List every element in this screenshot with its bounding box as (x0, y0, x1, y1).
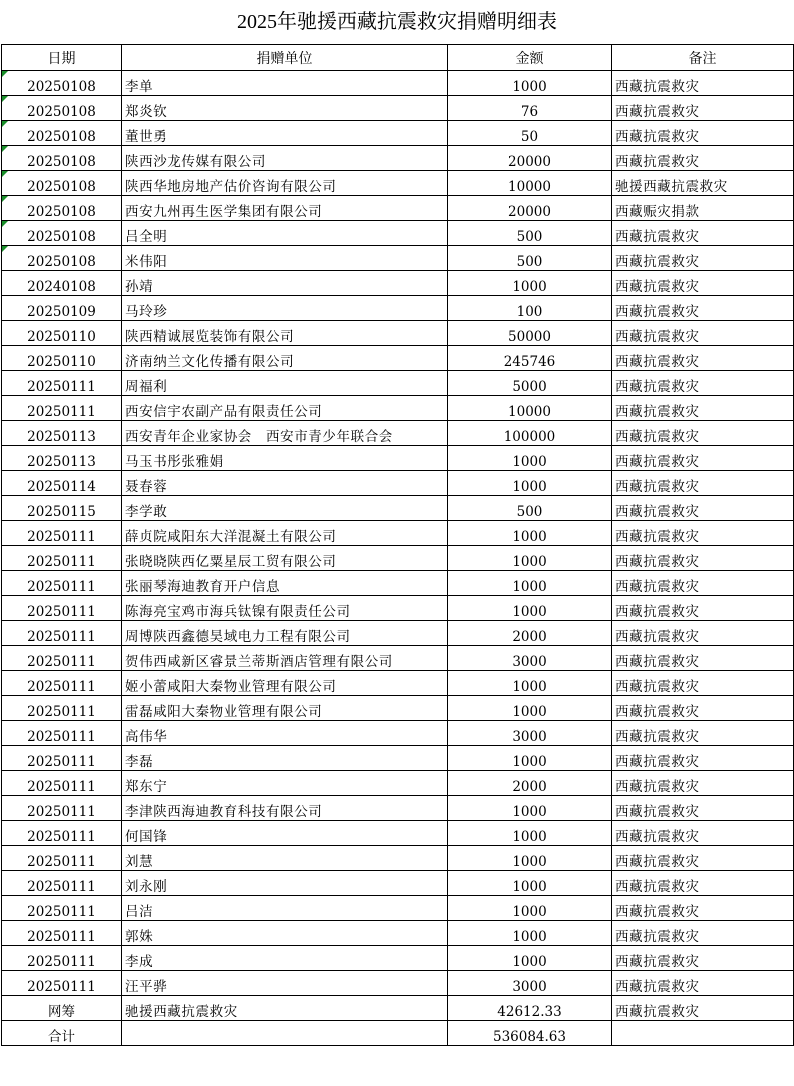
total-note-cell[interactable] (612, 1021, 794, 1046)
date-cell[interactable]: 20250111 (2, 671, 122, 696)
amount-cell[interactable]: 2000 (448, 771, 612, 796)
table-row (2, 746, 794, 771)
table-row (2, 96, 794, 121)
donor-cell[interactable]: 何国锋 (122, 821, 448, 846)
donation-table (1, 44, 794, 1046)
donor-cell[interactable]: 姬小蕾咸阳大秦物业管理有限公司 (122, 671, 448, 696)
note-cell[interactable]: 西藏抗震救灾 (612, 746, 794, 771)
note-cell[interactable]: 西藏抗震救灾 (612, 971, 794, 996)
header-date[interactable]: 日期 (2, 45, 122, 71)
date-cell[interactable]: 20250113 (2, 421, 122, 446)
amount-cell[interactable]: 1000 (448, 546, 612, 571)
donor-cell[interactable]: 吕全明 (122, 221, 448, 246)
donor-cell[interactable]: 高伟华 (122, 721, 448, 746)
header-donor[interactable]: 捐赠单位 (122, 45, 448, 71)
amount-cell[interactable]: 20000 (448, 146, 612, 171)
donor-cell[interactable]: 李成 (122, 946, 448, 971)
donor-cell[interactable]: 陈海亮宝鸡市海兵钛镍有限责任公司 (122, 596, 448, 621)
note-cell[interactable]: 西藏抗震救灾 (612, 121, 794, 146)
donor-cell[interactable]: 陕西华地房地产估价咨询有限公司 (122, 171, 448, 196)
amount-cell[interactable]: 1000 (448, 946, 612, 971)
amount-cell[interactable]: 1000 (448, 571, 612, 596)
amount-cell[interactable]: 1000 (448, 796, 612, 821)
table-row (2, 946, 794, 971)
date-cell[interactable]: 网筹 (2, 996, 122, 1021)
date-cell[interactable]: 20250108 (2, 246, 122, 271)
donor-cell[interactable]: 马玉书彤张雅娟 (122, 446, 448, 471)
sheet-title: 2025年驰援西藏抗震救灾捐赠明细表 (237, 11, 557, 33)
table-row (2, 346, 794, 371)
donor-cell[interactable]: 马玲珍 (122, 296, 448, 321)
table-row (2, 71, 794, 96)
date-cell[interactable]: 20250108 (2, 96, 122, 121)
donor-cell[interactable]: 济南纳兰文化传播有限公司 (122, 346, 448, 371)
donor-cell[interactable]: 西安信宇农副产品有限责任公司 (122, 396, 448, 421)
table-row (2, 221, 794, 246)
donor-cell[interactable]: 董世勇 (122, 121, 448, 146)
table-row (2, 196, 794, 221)
table-row (2, 546, 794, 571)
amount-cell[interactable]: 1000 (448, 846, 612, 871)
note-cell[interactable]: 西藏抗震救灾 (612, 921, 794, 946)
amount-cell[interactable]: 5000 (448, 371, 612, 396)
donor-cell[interactable]: 陕西沙龙传媒有限公司 (122, 146, 448, 171)
donor-cell[interactable]: 汪平骅 (122, 971, 448, 996)
note-cell[interactable]: 西藏抗震救灾 (612, 771, 794, 796)
date-cell[interactable]: 20250111 (2, 821, 122, 846)
donor-cell[interactable]: 驰援西藏抗震救灾 (122, 996, 448, 1021)
amount-cell[interactable]: 1000 (448, 696, 612, 721)
amount-cell[interactable]: 1000 (448, 446, 612, 471)
date-cell[interactable]: 20250114 (2, 471, 122, 496)
table-row (2, 921, 794, 946)
amount-cell[interactable]: 100 (448, 296, 612, 321)
date-cell[interactable]: 20250111 (2, 796, 122, 821)
note-cell[interactable]: 西藏抗震救灾 (612, 271, 794, 296)
donor-cell[interactable]: 孙靖 (122, 271, 448, 296)
amount-cell[interactable]: 100000 (448, 421, 612, 446)
donor-cell[interactable]: 薛贞院咸阳东大洋混凝土有限公司 (122, 521, 448, 546)
table-row (2, 246, 794, 271)
header-row (2, 45, 794, 71)
table-row (2, 121, 794, 146)
amount-cell[interactable]: 1000 (448, 521, 612, 546)
table-body (2, 71, 794, 1046)
note-cell[interactable]: 西藏抗震救灾 (612, 96, 794, 121)
donor-cell[interactable]: 张晓晓陕西亿粟星辰工贸有限公司 (122, 546, 448, 571)
date-cell[interactable]: 20250111 (2, 621, 122, 646)
amount-cell[interactable]: 76 (448, 96, 612, 121)
table-row (2, 696, 794, 721)
note-cell[interactable]: 西藏抗震救灾 (612, 821, 794, 846)
table-row (2, 446, 794, 471)
donor-cell[interactable]: 陕西精诚展览装饰有限公司 (122, 321, 448, 346)
note-cell[interactable]: 西藏抗震救灾 (612, 321, 794, 346)
date-cell[interactable]: 20250111 (2, 921, 122, 946)
table-row (2, 821, 794, 846)
table-row (2, 671, 794, 696)
table-row (2, 896, 794, 921)
amount-cell[interactable]: 500 (448, 221, 612, 246)
date-cell[interactable]: 20250108 (2, 171, 122, 196)
date-cell[interactable]: 20250111 (2, 971, 122, 996)
note-cell[interactable]: 西藏抗震救灾 (612, 621, 794, 646)
header-amount[interactable]: 金额 (448, 45, 612, 71)
date-cell[interactable]: 20250108 (2, 121, 122, 146)
donor-cell[interactable]: 李学敢 (122, 496, 448, 521)
amount-cell[interactable]: 10000 (448, 396, 612, 421)
donor-cell[interactable]: 西安青年企业家协会 西安市青少年联合会 (122, 421, 448, 446)
note-cell[interactable]: 西藏抗震救灾 (612, 296, 794, 321)
table-row (2, 521, 794, 546)
table-row (2, 646, 794, 671)
amount-cell[interactable]: 50000 (448, 321, 612, 346)
date-cell[interactable]: 20250110 (2, 346, 122, 371)
note-cell[interactable]: 西藏抗震救灾 (612, 471, 794, 496)
total-amount-cell[interactable]: 536084.63 (448, 1021, 612, 1046)
note-cell[interactable]: 西藏抗震救灾 (612, 371, 794, 396)
date-cell[interactable]: 20250111 (2, 696, 122, 721)
amount-cell[interactable]: 500 (448, 246, 612, 271)
table-row (2, 321, 794, 346)
date-cell[interactable]: 20240108 (2, 271, 122, 296)
amount-cell[interactable]: 1000 (448, 871, 612, 896)
amount-cell[interactable]: 1000 (448, 671, 612, 696)
table-row (2, 621, 794, 646)
note-cell[interactable]: 西藏抗震救灾 (612, 871, 794, 896)
date-cell[interactable]: 20250111 (2, 646, 122, 671)
table-row (2, 371, 794, 396)
date-cell[interactable]: 20250109 (2, 296, 122, 321)
donor-cell[interactable]: 聂春蓉 (122, 471, 448, 496)
table-row (2, 271, 794, 296)
amount-cell[interactable]: 245746 (448, 346, 612, 371)
donor-cell[interactable]: 刘慧 (122, 846, 448, 871)
note-cell[interactable]: 西藏抗震救灾 (612, 71, 794, 96)
donor-cell[interactable]: 郭姝 (122, 921, 448, 946)
table-row (2, 171, 794, 196)
amount-cell[interactable]: 1000 (448, 471, 612, 496)
table-row (2, 971, 794, 996)
table-row (2, 871, 794, 896)
note-cell[interactable]: 西藏抗震救灾 (612, 946, 794, 971)
amount-cell[interactable]: 1000 (448, 596, 612, 621)
donor-cell[interactable]: 郑东宁 (122, 771, 448, 796)
donor-cell[interactable]: 刘永刚 (122, 871, 448, 896)
note-cell[interactable]: 西藏抗震救灾 (612, 796, 794, 821)
note-cell[interactable]: 西藏抗震救灾 (612, 846, 794, 871)
date-cell[interactable]: 20250111 (2, 596, 122, 621)
date-cell[interactable]: 20250115 (2, 496, 122, 521)
note-cell[interactable]: 西藏抗震救灾 (612, 446, 794, 471)
note-cell[interactable]: 西藏抗震救灾 (612, 521, 794, 546)
table-row (2, 496, 794, 521)
date-cell[interactable]: 20250111 (2, 871, 122, 896)
amount-cell[interactable]: 500 (448, 496, 612, 521)
table-row (2, 721, 794, 746)
donor-cell[interactable]: 李单 (122, 71, 448, 96)
note-cell[interactable]: 西藏抗震救灾 (612, 896, 794, 921)
amount-cell[interactable]: 3000 (448, 971, 612, 996)
donor-cell[interactable]: 周福利 (122, 371, 448, 396)
donor-cell[interactable]: 周博陕西鑫德昊域电力工程有限公司 (122, 621, 448, 646)
amount-cell[interactable]: 20000 (448, 196, 612, 221)
table-row (2, 396, 794, 421)
amount-cell[interactable]: 1000 (448, 271, 612, 296)
date-cell[interactable]: 20250111 (2, 571, 122, 596)
date-cell[interactable]: 20250108 (2, 196, 122, 221)
note-cell[interactable]: 西藏赈灾捐款 (612, 196, 794, 221)
note-cell[interactable]: 西藏抗震救灾 (612, 696, 794, 721)
note-cell[interactable]: 西藏抗震救灾 (612, 346, 794, 371)
note-cell[interactable]: 西藏抗震救灾 (612, 146, 794, 171)
note-cell[interactable]: 西藏抗震救灾 (612, 671, 794, 696)
date-cell[interactable]: 20250108 (2, 221, 122, 246)
donor-cell[interactable]: 张丽琴海迪教育开户信息 (122, 571, 448, 596)
donor-cell[interactable]: 雷磊咸阳大秦物业管理有限公司 (122, 696, 448, 721)
note-cell[interactable]: 西藏抗震救灾 (612, 996, 794, 1021)
note-cell[interactable]: 西藏抗震救灾 (612, 221, 794, 246)
amount-cell[interactable]: 3000 (448, 721, 612, 746)
donor-cell[interactable]: 米伟阳 (122, 246, 448, 271)
note-cell[interactable]: 西藏抗震救灾 (612, 571, 794, 596)
amount-cell[interactable]: 1000 (448, 821, 612, 846)
table-row (2, 796, 794, 821)
amount-cell[interactable]: 2000 (448, 621, 612, 646)
donor-cell[interactable]: 贺伟西咸新区睿景兰蒂斯酒店管理有限公司 (122, 646, 448, 671)
date-cell[interactable]: 20250108 (2, 146, 122, 171)
note-cell[interactable]: 西藏抗震救灾 (612, 596, 794, 621)
note-cell[interactable]: 西藏抗震救灾 (612, 646, 794, 671)
donor-cell[interactable]: 李津陕西海迪教育科技有限公司 (122, 796, 448, 821)
table-row (2, 771, 794, 796)
note-cell[interactable]: 驰援西藏抗震救灾 (612, 171, 794, 196)
date-cell[interactable]: 20250111 (2, 371, 122, 396)
date-cell[interactable]: 20250111 (2, 771, 122, 796)
note-cell[interactable]: 西藏抗震救灾 (612, 421, 794, 446)
note-cell[interactable]: 西藏抗震救灾 (612, 721, 794, 746)
header-note[interactable]: 备注 (612, 45, 794, 71)
note-cell[interactable]: 西藏抗震救灾 (612, 396, 794, 421)
amount-cell[interactable]: 10000 (448, 171, 612, 196)
total-row (2, 1021, 794, 1046)
amount-cell[interactable]: 3000 (448, 646, 612, 671)
table-row (2, 596, 794, 621)
note-cell[interactable]: 西藏抗震救灾 (612, 496, 794, 521)
table-row (2, 421, 794, 446)
total-donor-cell[interactable] (122, 1021, 448, 1046)
date-cell[interactable]: 20250111 (2, 721, 122, 746)
table-row (2, 296, 794, 321)
table-row (2, 146, 794, 171)
amount-cell[interactable]: 1000 (448, 746, 612, 771)
note-cell[interactable]: 西藏抗震救灾 (612, 546, 794, 571)
date-cell[interactable]: 20250111 (2, 896, 122, 921)
note-cell[interactable]: 西藏抗震救灾 (612, 246, 794, 271)
date-cell[interactable]: 20250111 (2, 946, 122, 971)
amount-cell[interactable]: 1000 (448, 896, 612, 921)
date-cell[interactable]: 20250111 (2, 846, 122, 871)
date-cell[interactable]: 20250108 (2, 71, 122, 96)
date-cell[interactable]: 20250113 (2, 446, 122, 471)
table-row (2, 571, 794, 596)
date-cell[interactable]: 20250111 (2, 521, 122, 546)
date-cell[interactable]: 20250111 (2, 746, 122, 771)
table-row (2, 996, 794, 1021)
table-row (2, 471, 794, 496)
amount-cell[interactable]: 1000 (448, 921, 612, 946)
total-label-cell[interactable]: 合计 (2, 1021, 122, 1046)
table-row (2, 846, 794, 871)
donor-cell[interactable]: 李磊 (122, 746, 448, 771)
donor-cell[interactable]: 郑炎钦 (122, 96, 448, 121)
date-cell[interactable]: 20250111 (2, 396, 122, 421)
donor-cell[interactable]: 吕洁 (122, 896, 448, 921)
amount-cell[interactable]: 1000 (448, 71, 612, 96)
amount-cell[interactable]: 50 (448, 121, 612, 146)
date-cell[interactable]: 20250110 (2, 321, 122, 346)
donor-cell[interactable]: 西安九州再生医学集团有限公司 (122, 196, 448, 221)
date-cell[interactable]: 20250111 (2, 546, 122, 571)
amount-cell[interactable]: 42612.33 (448, 996, 612, 1021)
